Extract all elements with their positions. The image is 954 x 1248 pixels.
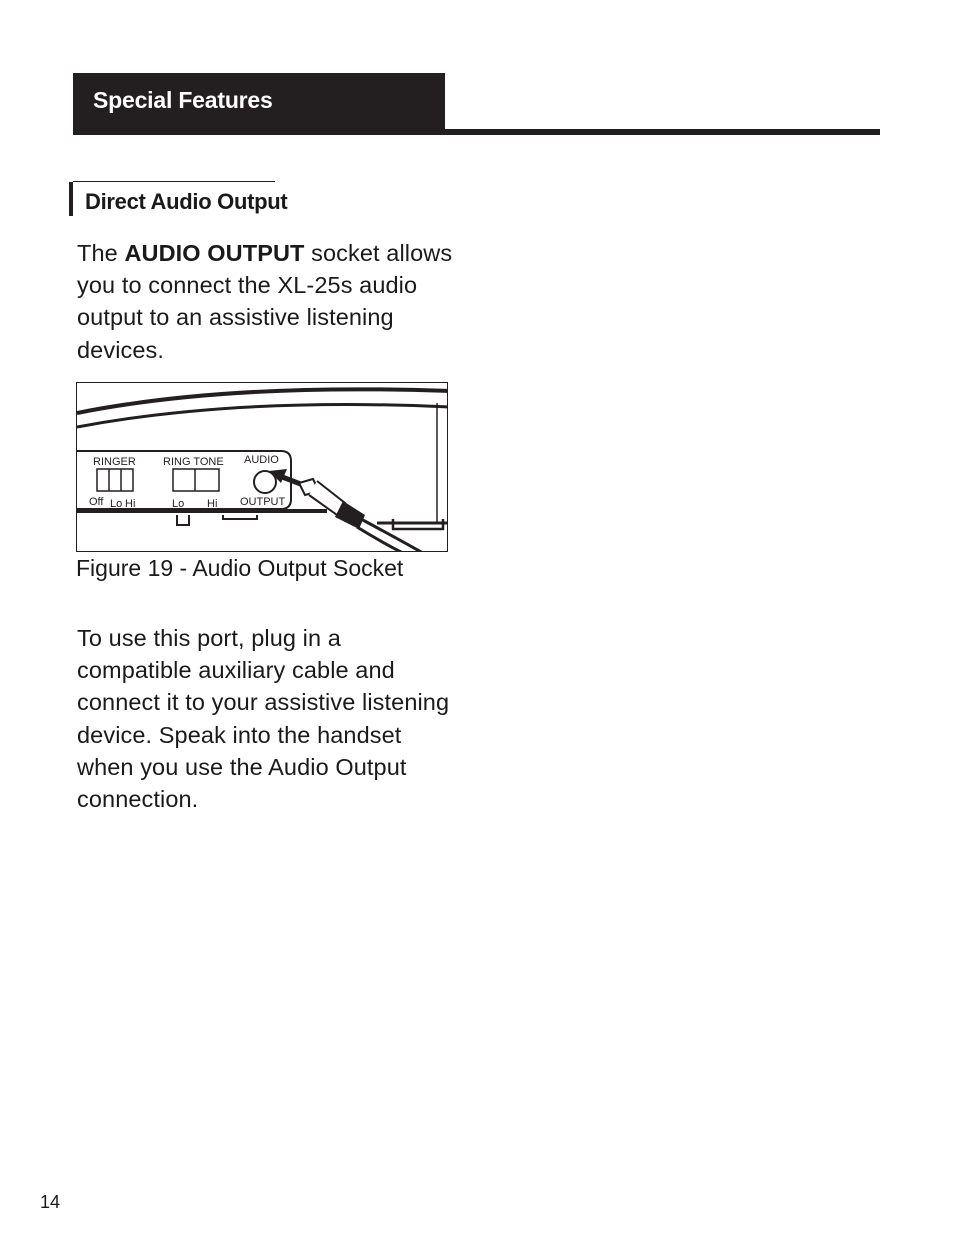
figure-caption: Figure 19 - Audio Output Socket [76, 555, 404, 581]
ringer-off-label: Off [89, 496, 104, 508]
ring-tone-switch-icon [173, 469, 219, 491]
page-title: Special Features [93, 87, 273, 113]
ringer-lo-label: Lo [110, 498, 123, 510]
header-rule [445, 129, 880, 135]
output-label: OUTPUT [240, 496, 286, 508]
ring-tone-label: RING TONE [163, 456, 224, 468]
ring-tone-lo-label: Lo [172, 498, 185, 510]
phone-top-edge-inner [77, 405, 448, 428]
ringer-label: RINGER [93, 456, 136, 468]
usage-paragraph: To use this port, plug in a compatible auxiliary cable and connect it to your assistive listening device. Speak into the handset when you use the Audio Output connection. [77, 625, 450, 813]
page-number: 14 [40, 1192, 61, 1212]
ringer-hi-label: Hi [125, 498, 136, 510]
subsection-marker [69, 182, 73, 216]
intro-text-start: The [77, 240, 125, 266]
ringer-switch-icon [97, 469, 133, 491]
phone-foot [177, 515, 189, 525]
phone-top-edge [77, 389, 448, 413]
phone-side-illustration [77, 383, 448, 552]
audio-output-figure [76, 382, 448, 552]
intro-text-end: socket allows you to connect the XL-25s audio output to an assistive listening devices. [77, 240, 453, 363]
audio-label: AUDIO [244, 454, 279, 466]
audio-output-term: AUDIO OUTPUT [124, 240, 305, 266]
phone-foot [223, 515, 257, 519]
ring-tone-hi-label: Hi [207, 498, 218, 510]
subsection-title: Direct Audio Output [85, 189, 288, 214]
intro-paragraph [77, 237, 457, 366]
subsection-rule [73, 181, 275, 182]
